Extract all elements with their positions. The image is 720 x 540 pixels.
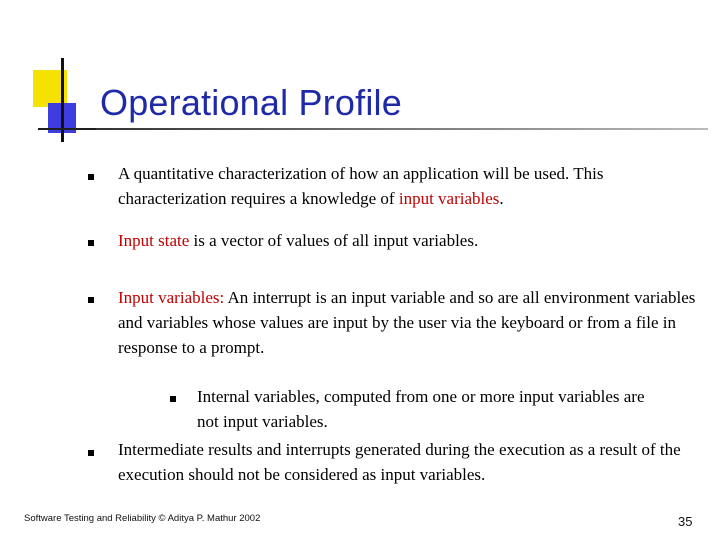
bullet-3-text: An interrupt is an input variable and so are all environment variables and variables whose values are input by the user via the keyboard or from a file in response to a prompt.	[118, 288, 696, 357]
page-number: 35	[678, 514, 693, 529]
bullet-2-text: is a vector of values of all input variables.	[189, 231, 479, 250]
title-underline-fade	[96, 128, 708, 130]
slide-title: Operational Profile	[100, 82, 402, 123]
bullet-square-icon	[88, 450, 94, 456]
bullet-item-3	[118, 285, 696, 360]
bullet-1-text: A quantitative characterization of how an application will be used. This characterization requires a knowledge of	[118, 164, 604, 208]
bullet-square-icon	[88, 240, 94, 246]
sub-bullet-square-icon	[170, 396, 176, 402]
sub-bullet-item	[197, 384, 667, 434]
bullet-2-highlight: Input state	[118, 231, 190, 250]
bullet-square-icon	[88, 174, 94, 180]
footer-credit: Software Testing and Reliability © Aditya P. Mathur 2002	[24, 513, 261, 524]
bullet-1-highlight: input variables	[398, 189, 500, 208]
bullet-item-2	[118, 228, 698, 253]
bullet-square-icon	[88, 297, 94, 303]
bullet-3-highlight: Input variables:	[118, 288, 225, 307]
bullet-item-4	[118, 437, 693, 487]
bullet-item-1	[118, 161, 698, 211]
bullet-4-text: Intermediate results and interrupts generated during the execution as a result of the execution should not be considered as input variables.	[118, 440, 681, 484]
bullet-1-period: .	[499, 189, 504, 208]
sub-bullet-text: Internal variables, computed from one or more input variables are not input variables.	[197, 387, 645, 431]
